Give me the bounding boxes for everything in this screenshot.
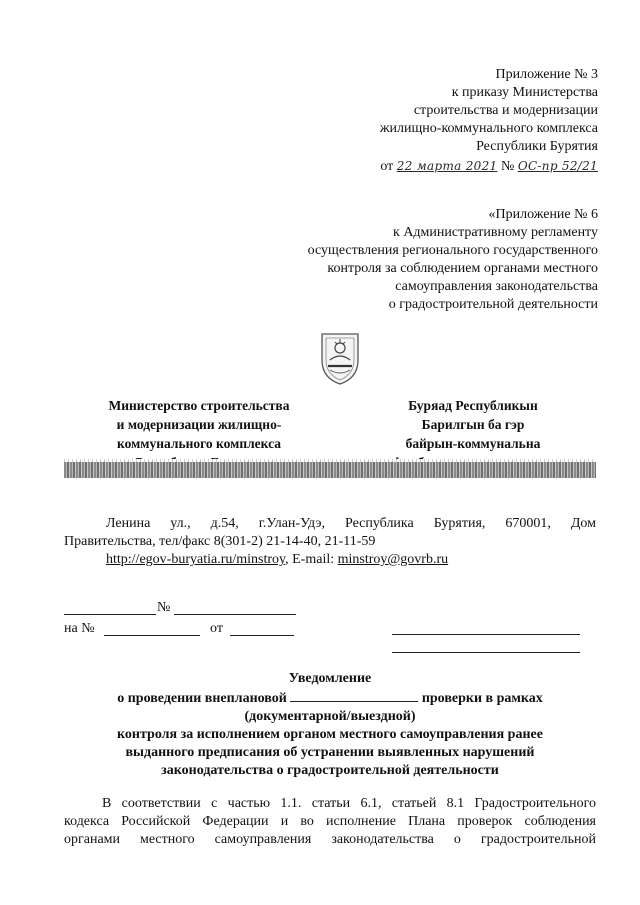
address-line-3 [64,551,596,569]
date-prefix: от [380,159,394,174]
annex3-block [380,66,598,176]
notice-line-6: законодательства о градостроительной деятельности [161,763,499,778]
website-link[interactable]: http://egov-buryatia.ru/minstroy [106,552,286,567]
addressee-line-2[interactable] [392,652,580,653]
ministry-bur-line: байрын-коммунальна [405,436,541,451]
ministry-bur-line: Барилгын ба гэр [421,417,525,432]
annex6-block [308,206,598,314]
outgoing-number-blank[interactable] [174,614,296,615]
address-line-1: Ленина ул., д.54, г.Улан-Удэ, Республика Бурятия, 670001, Дом [106,516,596,531]
address-block [64,515,596,569]
annex3-date-line [380,157,598,176]
address-line-2: Правительства, тел/факс 8(301-2) 21-14-40, 21-11-59 [64,534,376,549]
annex6-line: контроля за соблюдением органами местного [327,261,598,276]
notice-line-3: (документарной/выездной) [244,709,416,724]
header-divider-band [64,462,596,478]
body-line-1: В соответствии с частью 1.1. статьи 6.1, статьей 8.1 Градостроительного [102,796,596,811]
outgoing-date-blank[interactable] [64,614,156,615]
incoming-date-blank[interactable] [230,635,294,636]
annex3-line: к приказу Министерства [451,85,598,100]
body-line-3: органами местного самоуправления законодательства о градостроительной [64,832,596,847]
incoming-from-label: от [210,621,223,636]
annex3-line: жилищно-коммунального комплекса [379,121,598,136]
annex3-line: Республики Бурятия [476,139,598,154]
email-link[interactable]: minstroy@govrb.ru [337,552,449,567]
handwritten-date: 22 марта 2021 [396,159,498,173]
annex6-line: к Административному регламенту [393,225,598,240]
emblem-icon [316,330,364,386]
notice-title: Уведомление [288,671,372,686]
ministry-ru-line: и модернизации жилищно- [116,417,282,432]
ministry-bur-line: Буряад Республикын [408,398,538,413]
number-prefix: № [500,159,515,174]
annex6-line: осуществления регионального государственного [307,243,598,258]
email-prefix: , E-mail: [285,552,338,567]
annex6-line: о градостроительной деятельности [388,297,598,312]
ministry-ru-line: коммунального комплекса [116,436,282,451]
notice-heading [64,670,596,780]
body-line-2: кодекса Российской Федерации и во исполнение Плана проверок соблюдения [64,814,596,829]
notice-line-4: контроля за исполнением органом местного самоуправления ранее [117,727,543,742]
addressee-line-1[interactable] [392,634,580,635]
notice-line-2: о проведении внеплановой проверки в рамках [64,688,596,708]
incoming-number-blank[interactable] [104,635,200,636]
check-type-blank[interactable] [290,688,418,702]
annex3-line: Приложение № 3 [495,67,598,82]
ministry-ru-line: Министерство строительства [108,398,290,413]
annex6-line: самоуправления законодательства [395,279,598,294]
outgoing-number-label: № [157,600,171,615]
notice-line-5: выданного предписания об устранении выявленных нарушений [125,745,535,760]
handwritten-number: ОС-пр 52/21 [517,159,598,173]
body-paragraph [64,795,596,849]
incoming-number-label: на № [64,621,95,636]
annex6-line: «Приложение № 6 [488,207,598,222]
annex3-line: строительства и модернизации [413,103,598,118]
